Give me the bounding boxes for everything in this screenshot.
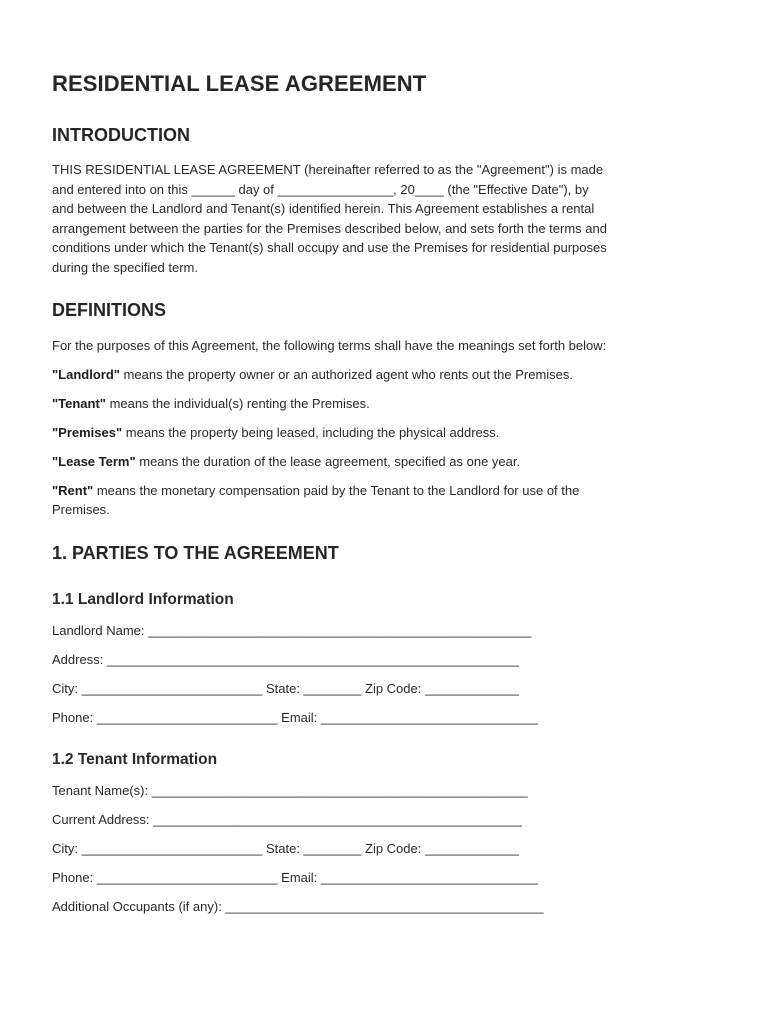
introduction-line: conditions under which the Tenant(s) shall occupy and use the Premises for residential purposes <box>52 240 607 255</box>
definition-term: "Landlord" <box>52 367 120 382</box>
introduction-line: during the specified term. <box>52 259 198 275</box>
definition-landlord <box>52 365 573 385</box>
definition-term: "Tenant" <box>52 396 106 411</box>
tenant-current-address-field[interactable]: Current Address: ___________________________________________________ <box>52 812 522 827</box>
definition-term: "Premises" <box>52 425 123 440</box>
tenant-phone-email-field[interactable]: Phone: _________________________ Email: ______________________________ <box>52 870 538 885</box>
definition-lease-term <box>52 452 520 472</box>
tenant-info-heading: 1.2 Tenant Information <box>52 751 218 768</box>
landlord-info-heading: 1.1 Landlord Information <box>52 591 234 608</box>
definition-premises <box>52 423 499 443</box>
definitions-intro: For the purposes of this Agreement, the following terms shall have the meanings set forth below: <box>52 338 607 353</box>
definition-text: means the property being leased, including the physical address. <box>122 425 500 440</box>
landlord-name-field[interactable]: Landlord Name: _____________________________________________________ <box>52 623 532 638</box>
introduction-line: arrangement between the parties for the Premises described below, and sets forth the terms and <box>52 220 607 236</box>
definition-text: means the individual(s) renting the Premises. <box>105 396 370 411</box>
definition-term: "Rent" <box>52 483 94 498</box>
document-title: RESIDENTIAL LEASE AGREEMENT <box>52 71 427 96</box>
definition-text: means the monetary compensation paid by the Tenant to the Landlord for use of the <box>93 483 580 498</box>
definition-term: "Lease Term" <box>52 454 136 469</box>
definitions-heading: DEFINITIONS <box>52 300 167 320</box>
introduction-line: and entered into on this ______ day of ________________, 20____ (the "Effective Date"), by <box>52 181 589 197</box>
definition-text: means the property owner or an authorized agent who rents out the Premises. <box>119 367 574 382</box>
introduction-line: and between the Landlord and Tenant(s) identified herein. This Agreement establishes a rental <box>52 201 595 216</box>
definition-rent <box>52 481 579 501</box>
parties-heading: 1. PARTIES TO THE AGREEMENT <box>52 543 339 563</box>
definition-text: means the duration of the lease agreement, specified as one year. <box>135 454 521 469</box>
introduction-paragraph <box>52 160 720 277</box>
definition-tenant <box>52 394 370 414</box>
definition-rent-continuation: Premises. <box>52 502 110 517</box>
tenant-name-field[interactable]: Tenant Name(s): ____________________________________________________ <box>52 783 528 798</box>
introduction-line: THIS RESIDENTIAL LEASE AGREEMENT (hereinafter referred to as the "Agreement") is made <box>52 162 604 177</box>
landlord-phone-email-field[interactable]: Phone: _________________________ Email: ______________________________ <box>52 710 538 725</box>
additional-occupants-field[interactable]: Additional Occupants (if any): ____________________________________________ <box>52 899 544 914</box>
introduction-heading: INTRODUCTION <box>52 125 190 145</box>
tenant-city-state-zip-field[interactable]: City: _________________________ State: ________ Zip Code: _____________ <box>52 841 519 856</box>
landlord-address-field[interactable]: Address: _________________________________________________________ <box>52 652 520 667</box>
landlord-city-state-zip-field[interactable]: City: _________________________ State: ________ Zip Code: _____________ <box>52 681 519 696</box>
